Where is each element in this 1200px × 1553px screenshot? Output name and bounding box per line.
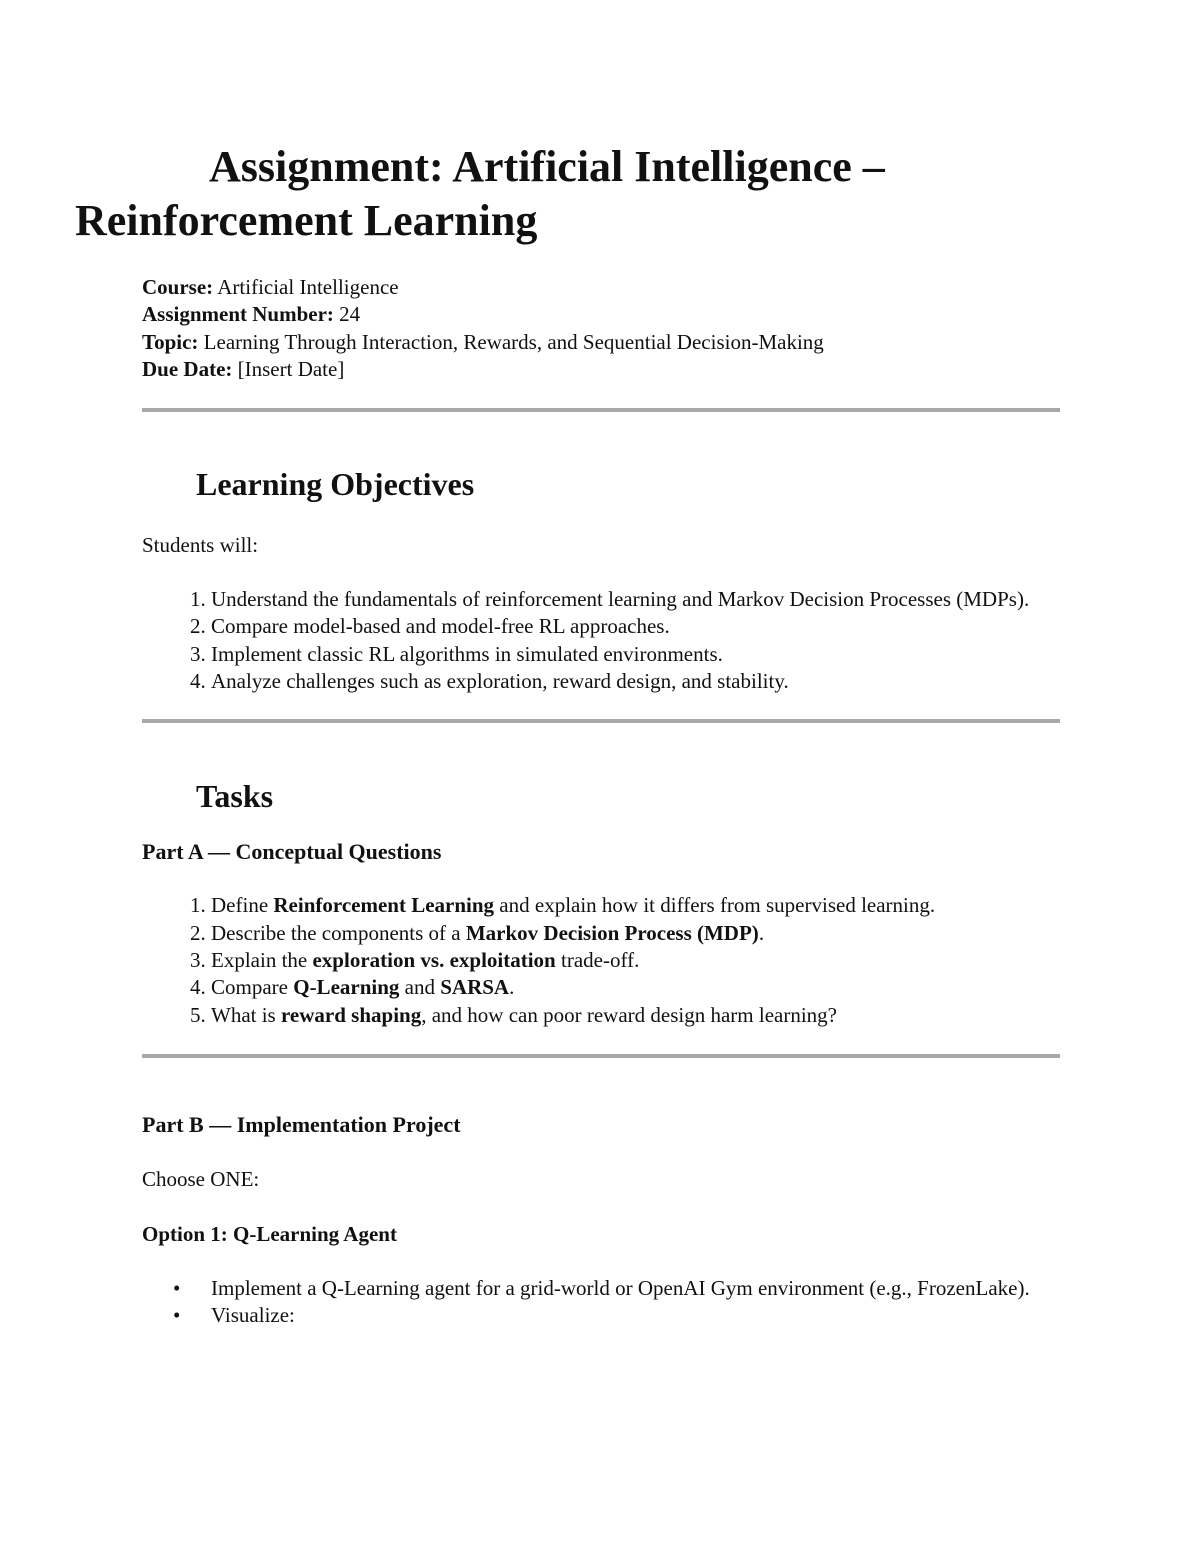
document-title <box>75 140 1060 248</box>
meta-topic-label: Topic: <box>142 329 199 354</box>
meta-topic <box>142 329 1060 356</box>
part-a-heading: Part A — Conceptual Questions <box>142 839 442 865</box>
meta-number-value: 24 <box>339 302 361 327</box>
part-b-heading: Part B — Implementation Project <box>142 1111 461 1137</box>
title-line-1: Assignment: Artificial Intelligence – <box>209 142 885 191</box>
list-item: 4. Compare Q-Learning and SARSA. <box>211 974 1060 1001</box>
meta-due-date <box>142 356 1060 383</box>
meta-course <box>142 274 1060 301</box>
list-item: 1. Understand the fundamentals of reinforcement learning and Markov Decision Processes (MDPs). <box>211 586 1060 613</box>
list-item: 5. What is reward shaping, and how can poor reward design harm learning? <box>211 1002 1060 1029</box>
list-item: 2. Compare model-based and model-free RL approaches. <box>211 613 1060 640</box>
list-item: • Implement a Q-Learning agent for a grid-world or OpenAI Gym environment (e.g., FrozenLake). <box>211 1275 1060 1302</box>
title-line-2: Reinforcement Learning <box>75 196 538 245</box>
assignment-meta <box>142 274 1060 383</box>
list-item: 3. Explain the exploration vs. exploitation trade-off. <box>211 947 1060 974</box>
meta-course-value: Artificial Intelligence <box>217 275 399 299</box>
option-1-bullets <box>142 1275 1060 1330</box>
meta-number-label: Assignment Number: <box>142 302 334 327</box>
section-divider <box>142 1054 1060 1058</box>
part-a-questions <box>142 892 1060 1028</box>
option-1-heading: Option 1: Q-Learning Agent <box>142 1221 397 1246</box>
bullet-icon: • <box>173 1275 181 1300</box>
list-item: 1. Define Reinforcement Learning and explain how it differs from supervised learning. <box>211 892 1060 919</box>
list-item: 4. Analyze challenges such as exploration, reward design, and stability. <box>211 668 1060 695</box>
meta-due-value: [Insert Date] <box>237 356 345 381</box>
objectives-intro: Students will: <box>142 533 259 558</box>
objectives-list <box>142 586 1060 695</box>
meta-due-label: Due Date: <box>142 356 233 381</box>
list-item: • Visualize: <box>211 1302 1060 1329</box>
list-item: 2. Describe the components of a Markov Decision Process (MDP). <box>211 920 1060 947</box>
objectives-heading: Learning Objectives <box>196 466 475 503</box>
part-b-intro: Choose ONE: <box>142 1166 260 1191</box>
list-item: 3. Implement classic RL algorithms in simulated environments. <box>211 641 1060 668</box>
meta-topic-value: Learning Through Interaction, Rewards, and Sequential Decision-Making <box>203 329 824 354</box>
section-divider <box>142 719 1060 723</box>
bullet-icon: • <box>173 1303 181 1328</box>
section-divider <box>142 408 1060 412</box>
meta-course-label: Course: <box>142 275 214 299</box>
tasks-heading: Tasks <box>196 778 274 815</box>
meta-number <box>142 301 1060 328</box>
document-body <box>75 140 1060 1329</box>
